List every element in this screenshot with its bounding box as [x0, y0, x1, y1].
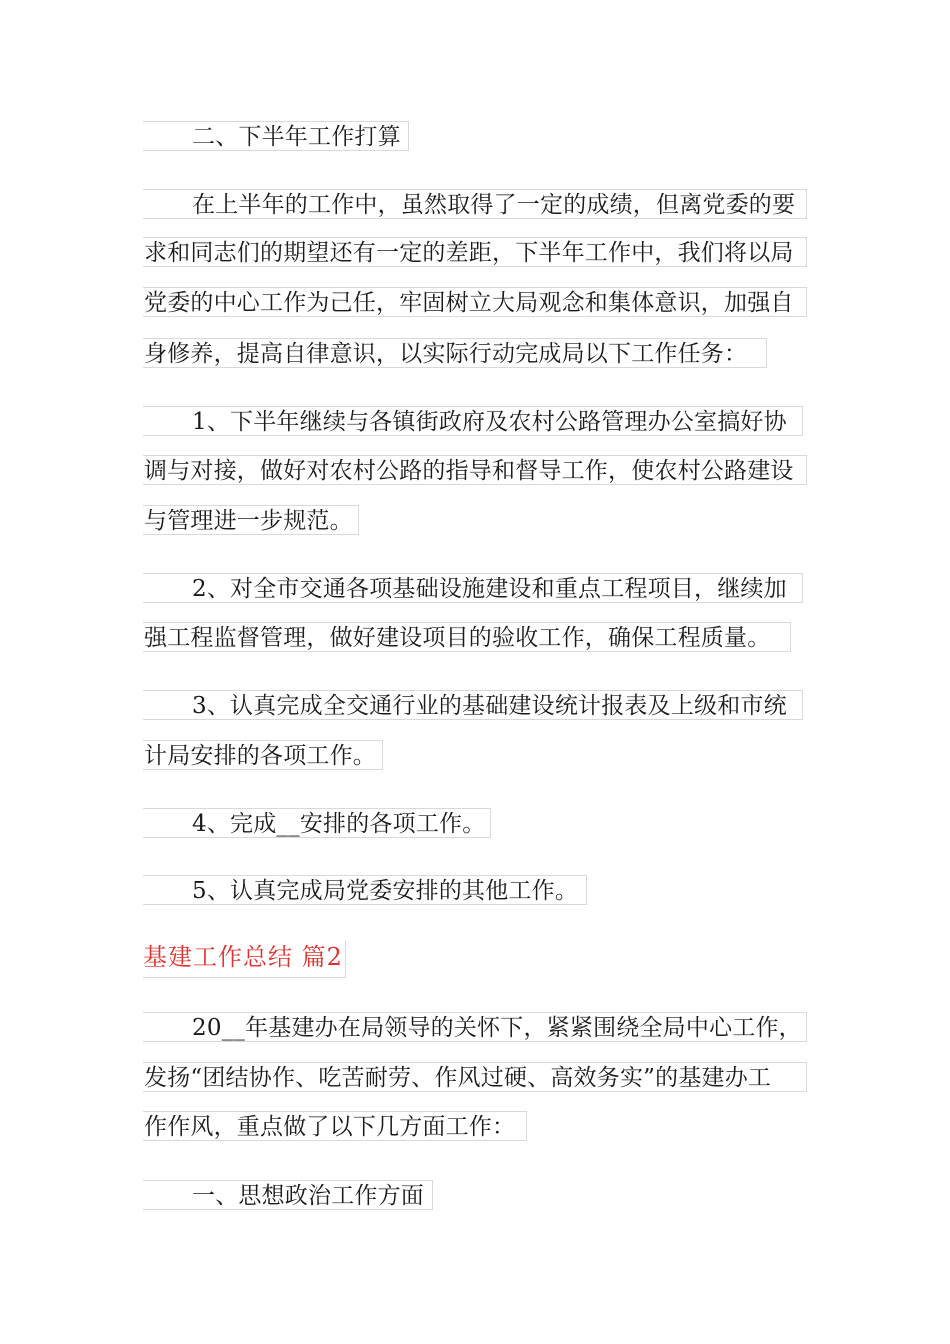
paragraph-line: 20__年基建办在局领导的关怀下，紧紧围绕全局中心工作， [143, 1012, 807, 1042]
task-item-line: 与管理进一步规范。 [143, 505, 359, 535]
paragraph-line: 求和同志们的期望还有一定的差距，下半年工作中，我们将以局 [143, 237, 807, 267]
task-item-line: 调与对接，做好对农村公路的指导和督导工作，使农村公路建设 [143, 455, 807, 485]
paragraph-line: 党委的中心工作为己任，牢固树立大局观念和集体意识，加强自 [143, 287, 807, 317]
paragraph-line: 在上半年的工作中，虽然取得了一定的成绩，但离党委的要 [143, 189, 807, 219]
task-item-line: 4、完成__安排的各项工作。 [143, 808, 491, 838]
paragraph-line: 作作风，重点做了以下几方面工作： [143, 1111, 527, 1141]
task-item-line: 1、下半年继续与各镇街政府及农村公路管理办公室搞好协 [143, 406, 803, 436]
task-item-line: 5、认真完成局党委安排的其他工作。 [143, 875, 587, 905]
paragraph-line: 身修养，提高自律意识，以实际行动完成局以下工作任务： [143, 338, 767, 368]
section-heading-plan: 二、下半年工作打算 [143, 121, 409, 151]
task-item-line: 3、认真完成全交通行业的基础建设统计报表及上级和市统 [143, 690, 803, 720]
task-item-line: 2、对全市交通各项基础设施建设和重点工程项目，继续加 [143, 573, 803, 603]
article-title: 基建工作总结 篇2 [143, 940, 346, 978]
task-item-line: 计局安排的各项工作。 [143, 740, 383, 770]
task-item-line: 强工程监督管理，做好建设项目的验收工作，确保工程质量。 [143, 622, 791, 652]
section-heading-ideology: 一、思想政治工作方面 [143, 1180, 433, 1210]
paragraph-line: 发扬“团结协作、吃苦耐劳、作风过硬、高效务实”的基建办工 [143, 1062, 807, 1092]
